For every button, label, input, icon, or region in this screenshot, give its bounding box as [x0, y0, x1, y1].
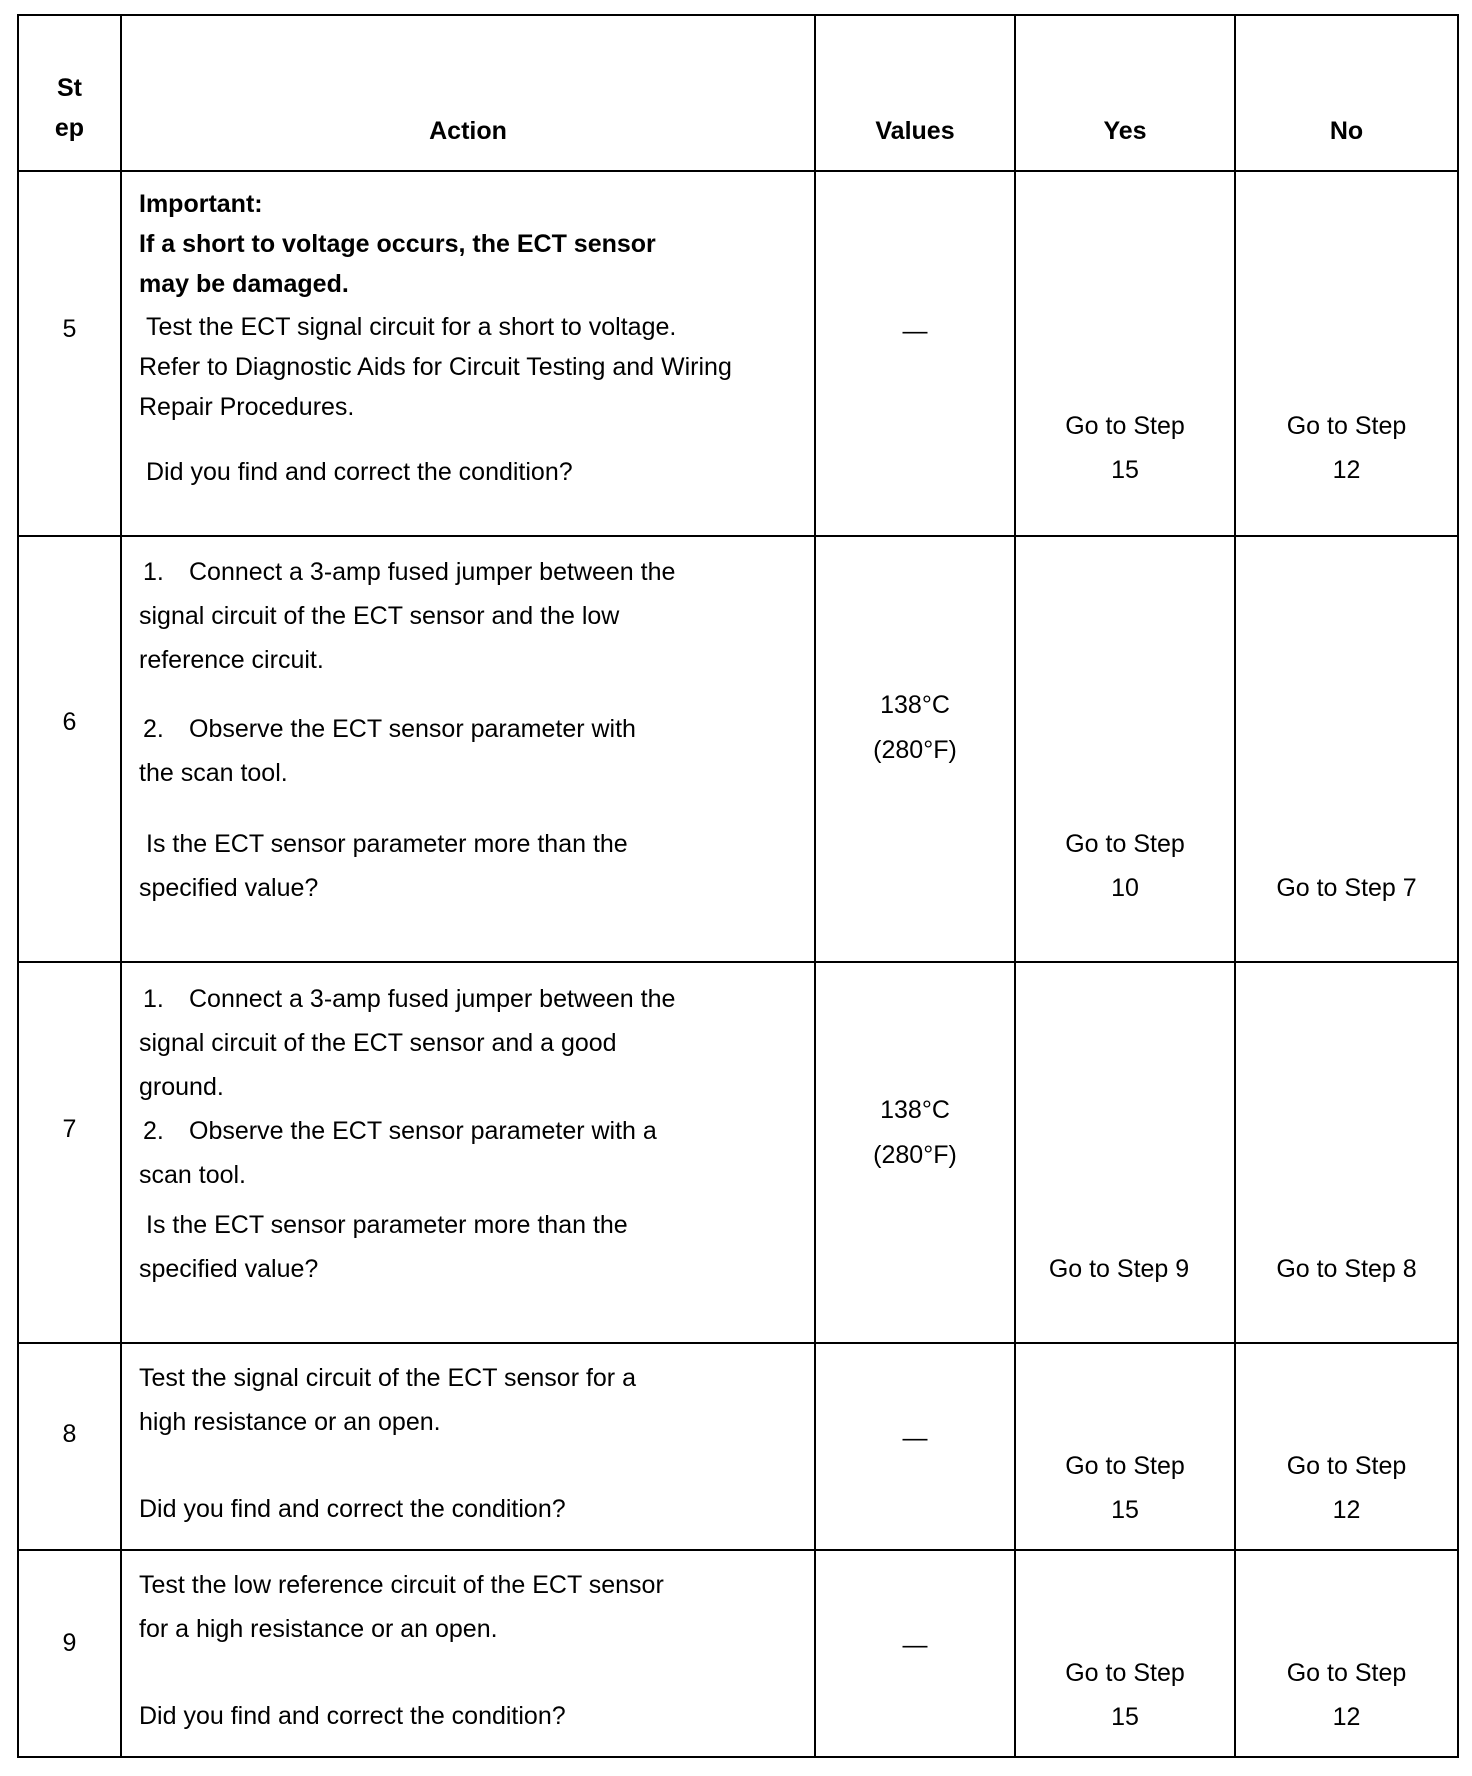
value-text: —: [902, 1631, 928, 1659]
item-number: 1.: [143, 985, 164, 1013]
no-cell: [1235, 171, 1458, 536]
question-text: Did you find and correct the condition?: [139, 1702, 566, 1730]
value-line: (280°F): [873, 736, 957, 764]
no-result: [1236, 1444, 1457, 1532]
action-line: the scan tool.: [139, 759, 288, 787]
item-number: 2.: [143, 715, 164, 743]
yes-result-line: 15: [1111, 1496, 1139, 1524]
step-cell: [18, 1343, 121, 1550]
yes-cell: [1015, 1343, 1235, 1550]
values-cell: [815, 1550, 1015, 1757]
action-cell: [121, 1550, 815, 1757]
action-line: scan tool.: [139, 1161, 247, 1189]
action-line: Connect a 3-amp fused jumper between the: [189, 558, 676, 586]
action-line: ground.: [139, 1073, 224, 1101]
action-line: high resistance or an open.: [139, 1408, 441, 1436]
value-line: 138°C: [880, 1096, 950, 1124]
values-cell: [815, 1343, 1015, 1550]
action-text: [139, 1563, 804, 1651]
yes-result-line: Go to Step: [1065, 412, 1185, 440]
no-result-line: 12: [1332, 1496, 1361, 1524]
action-line: Test the low reference circuit of the ECT sensor: [139, 1571, 664, 1599]
value-text: [816, 1088, 1014, 1178]
action-cell: [121, 171, 815, 536]
question-line: Is the ECT sensor parameter more than the: [146, 830, 628, 858]
action-line: Connect a 3-amp fused jumper between the: [189, 985, 676, 1013]
value-text: —: [902, 1424, 928, 1452]
no-result-line: Go to Step: [1286, 1659, 1407, 1687]
action-item-2: [139, 1109, 804, 1197]
table-row: [18, 171, 1458, 536]
yes-result-line: Go to Step: [1065, 1452, 1185, 1480]
no-result: [1236, 404, 1457, 492]
important-text-line: If a short to voltage occurs, the ECT sensor: [139, 230, 656, 258]
header-step-line2: ep: [54, 114, 85, 142]
no-cell: [1235, 1343, 1458, 1550]
yes-result: Go to Step 9: [1048, 1255, 1190, 1283]
question-line: specified value?: [139, 1255, 319, 1283]
no-result-line: 12: [1332, 1703, 1361, 1731]
yes-result: [1016, 1444, 1234, 1532]
action-line: reference circuit.: [139, 646, 324, 674]
header-no: No: [1235, 15, 1458, 171]
action-cell: [121, 1343, 815, 1550]
step-cell: [18, 536, 121, 962]
header-row: [18, 15, 1458, 171]
action-item-1: [139, 550, 804, 682]
question-text: Did you find and correct the condition?: [139, 1495, 566, 1523]
yes-result-line: Go to Step: [1065, 830, 1185, 858]
yes-result-line: 10: [1111, 874, 1139, 902]
values-cell: [815, 536, 1015, 962]
item-number: 1.: [143, 558, 164, 586]
no-cell: [1235, 1550, 1458, 1757]
yes-result: [1016, 1651, 1234, 1739]
header-values: Values: [815, 15, 1015, 171]
action-line: Observe the ECT sensor parameter with a: [189, 1117, 657, 1145]
no-result: Go to Step 8: [1276, 1255, 1417, 1283]
action-line: for a high resistance or an open.: [139, 1615, 498, 1643]
header-step-line1: St: [57, 74, 82, 102]
value-text: —: [902, 317, 928, 345]
table-row: [18, 536, 1458, 962]
no-result-line: Go to Step: [1286, 1452, 1407, 1480]
question-line: Is the ECT sensor parameter more than the: [146, 1211, 628, 1239]
header-action: Action: [121, 15, 815, 171]
no-cell: [1235, 962, 1458, 1343]
action-line: Repair Procedures.: [139, 393, 355, 421]
action-line: signal circuit of the ECT sensor and a good: [139, 1029, 617, 1057]
question-text: [139, 1203, 804, 1291]
no-result-line: 12: [1332, 456, 1361, 484]
step-number: 9: [62, 1629, 77, 1657]
action-item-2: [139, 707, 804, 795]
yes-cell: [1015, 536, 1235, 962]
value-line: 138°C: [880, 691, 950, 719]
no-result: Go to Step 7: [1276, 874, 1417, 902]
action-text: [139, 1356, 804, 1444]
table-row: [18, 962, 1458, 1343]
diagnostic-table: [17, 14, 1459, 1758]
action-line: Observe the ECT sensor parameter with: [189, 715, 636, 743]
step-number: 5: [62, 315, 77, 343]
action-cell: [121, 962, 815, 1343]
yes-cell: [1015, 962, 1235, 1343]
step-number: 6: [62, 708, 77, 736]
header-yes: Yes: [1015, 15, 1235, 171]
no-result: [1236, 1651, 1457, 1739]
important-note: [139, 184, 804, 304]
important-text-line: may be damaged.: [139, 270, 349, 298]
yes-result-line: 15: [1111, 1703, 1139, 1731]
value-text: [816, 683, 1014, 773]
yes-result: [1016, 822, 1234, 910]
values-cell: [815, 171, 1015, 536]
step-cell: [18, 962, 121, 1343]
action-line: Refer to Diagnostic Aids for Circuit Testing and Wiring: [139, 353, 732, 381]
header-step: [18, 15, 121, 171]
important-label: Important:: [139, 190, 263, 218]
question-line: specified value?: [139, 874, 319, 902]
yes-result-line: Go to Step: [1065, 1659, 1185, 1687]
yes-cell: [1015, 1550, 1235, 1757]
action-line: Test the ECT signal circuit for a short to voltage.: [146, 313, 677, 341]
step-cell: [18, 1550, 121, 1757]
table-row: [18, 1550, 1458, 1757]
no-result-line: Go to Step: [1286, 412, 1407, 440]
step-number: 7: [62, 1115, 77, 1143]
yes-cell: [1015, 171, 1235, 536]
question-text: Did you find and correct the condition?: [146, 458, 573, 486]
question-text: [139, 822, 804, 910]
action-line: Test the signal circuit of the ECT sensor for a: [139, 1364, 636, 1392]
step-cell: [18, 171, 121, 536]
action-text: [139, 307, 804, 427]
value-line: (280°F): [873, 1141, 957, 1169]
yes-result: [1016, 404, 1234, 492]
action-item-1: [139, 977, 804, 1109]
item-number: 2.: [143, 1117, 164, 1145]
action-line: signal circuit of the ECT sensor and the low: [139, 602, 620, 630]
step-number: 8: [62, 1420, 77, 1448]
yes-result-line: 15: [1111, 456, 1139, 484]
action-cell: [121, 536, 815, 962]
values-cell: [815, 962, 1015, 1343]
no-cell: [1235, 536, 1458, 962]
table-row: [18, 1343, 1458, 1550]
